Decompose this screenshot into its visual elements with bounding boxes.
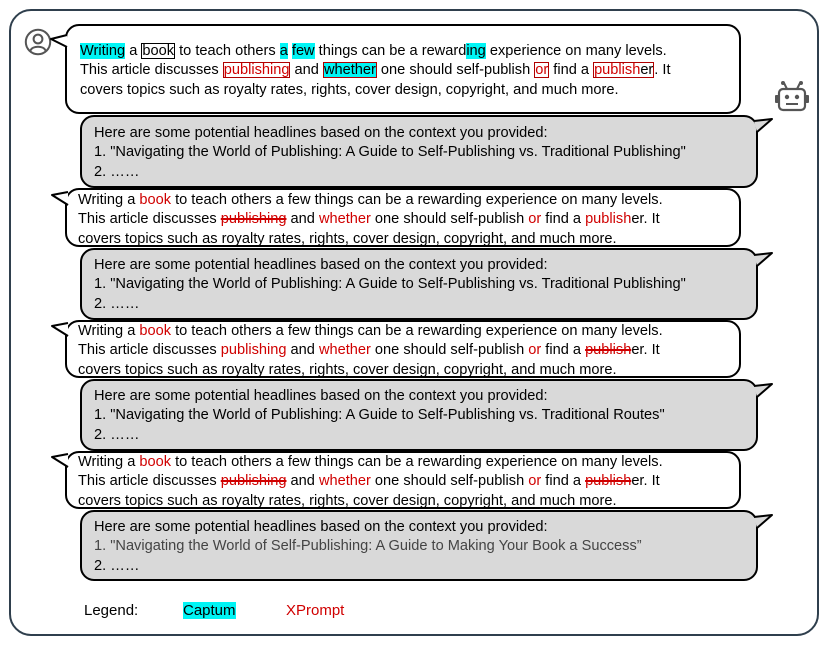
headline-2: 1. "Navigating the World of Publishing: A Guide to Self-Publishing vs. Traditional Publishing"	[94, 276, 686, 293]
token-ing: ing	[466, 43, 486, 59]
token-or: or	[535, 62, 549, 79]
prompt-line-3: covers topics such as royalty rates, rights, cover design, copyright, and much more.	[80, 81, 619, 98]
token-few: few	[291, 43, 315, 59]
response-bubble-tail	[754, 118, 774, 134]
prompt-bubble-tail	[52, 453, 70, 469]
user-avatar-icon	[24, 28, 52, 56]
response-bubble-tail	[754, 252, 774, 268]
prompt-bubble-tail	[52, 191, 70, 207]
prompt-bubble-tail	[51, 34, 69, 48]
perturbed-prompt-3: Writing a book to teach others a few things can be a rewarding experience on many levels. This article discusses publishing and whether one should self-publish or find a publisher. It covers topics such as royalty rates, rights, cover design, copyright, and much more.	[65, 451, 741, 509]
perturbed-prompt-2: Writing a book to teach others a few things can be a rewarding experience on many levels. This article discusses publishing and whether one should self-publish or find a publisher. It covers topics such as royalty rates, rights, cover design, copyright, and much more.	[65, 320, 741, 378]
prompt-line-2: This article discusses publishing and whether one should self-publish or find a publisher. It	[80, 62, 671, 79]
response-bubble-1: Here are some potential headlines based on the context you provided: 1. "Navigating the World of Publishing: A Guide to Self-Publishing vs. Traditional Publishing" 2. ……	[80, 115, 758, 188]
response-bubble-3: Here are some potential headlines based on the context you provided: 1. "Navigating the World of Publishing: A Guide to Self-Publishing vs. Traditional Routes" 2. ……	[80, 379, 758, 451]
headline-4: 1. "Navigating the World of Self-Publishing: A Guide to Making Your Book a Success”	[94, 538, 642, 555]
response-bubble-2: Here are some potential headlines based on the context you provided: 1. "Navigating the World of Publishing: A Guide to Self-Publishing vs. Traditional Publishing" 2. ……	[80, 248, 758, 320]
prompt-line-1: Writing a book to teach others a few things can be a rewarding experience on many levels.	[80, 43, 667, 59]
response-bubble-4: Here are some potential headlines based on the context you provided: 1. "Navigating the World of Self-Publishing: A Guide to Making Your Book a Success” 2. ……	[80, 510, 758, 581]
headline-3: 1. "Navigating the World of Publishing: A Guide to Self-Publishing vs. Traditional Routes"	[94, 407, 665, 424]
token-publishing: publishing	[223, 62, 290, 79]
robot-icon	[774, 80, 810, 114]
legend-title: Legend:	[84, 602, 139, 619]
headline-1: 1. "Navigating the World of Publishing: A Guide to Self-Publishing vs. Traditional Publishing"	[94, 144, 686, 161]
token-a: a	[279, 43, 288, 59]
token-publisher: publisher	[594, 62, 654, 79]
prompt-bubble	[65, 24, 741, 114]
prompt-bubble-tail	[52, 322, 70, 338]
token-writing: Writing	[80, 43, 126, 59]
perturbed-prompt-1: Writing a book to teach others a few things can be a rewarding experience on many levels. This article discusses publishing and whether one should self-publish or find a publisher. It covers topics such as royalty rates, rights, cover design, copyright, and much more.	[65, 188, 741, 247]
response-bubble-tail	[754, 383, 774, 399]
legend-captum: Captum	[183, 602, 236, 619]
token-book: book	[142, 43, 175, 59]
token-whether: whether	[323, 62, 376, 79]
response-bubble-tail	[754, 514, 774, 530]
legend-xprompt: XPrompt	[286, 602, 345, 619]
